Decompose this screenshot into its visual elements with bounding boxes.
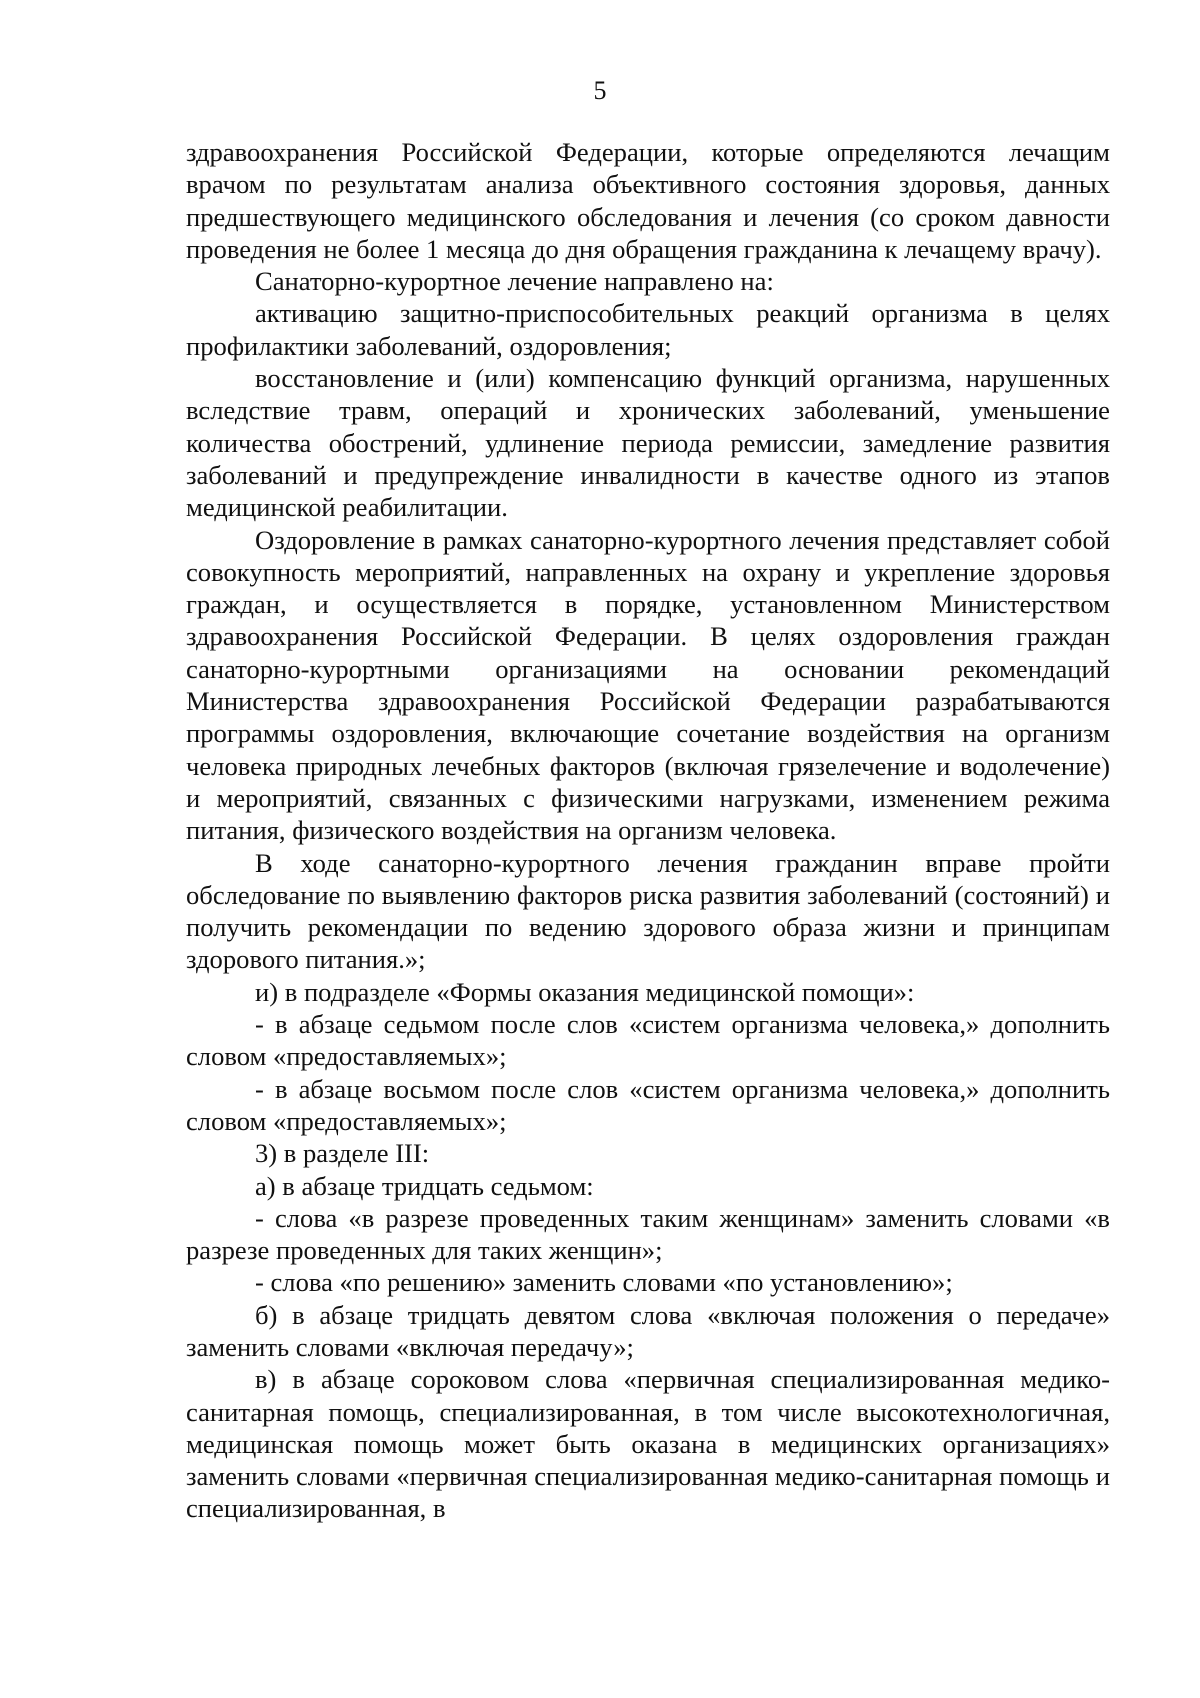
- paragraph-activation: активацию защитно-приспособительных реакций организма в целях профилактики заболеваний, оздоровления;: [186, 298, 1110, 361]
- document-body: [186, 136, 1110, 1525]
- paragraph-eighth-abzac: - в абзаце восьмом после слов «систем организма человека,» дополнить словом «предоставляемых»;: [186, 1073, 1110, 1136]
- paragraph-restoration: восстановление и (или) компенсацию функций организма, нарушенных вследствие травм, операций и хронических заболеваний, уменьшение количества обострений, удлинение периода ремиссии, замедление развития заболеваний и предупреждение инвалидности в качестве одного из этапов медицинской реабилитации.: [186, 363, 1110, 523]
- paragraph-examination: В ходе санаторно-курортного лечения гражданин вправе пройти обследование по выявлению факторов риска развития заболеваний (состояний) и получить рекомендации по ведению здорового образа жизни и принципам здорового питания.»;: [186, 847, 1110, 975]
- paragraph-section-three: 3) в разделе III:: [255, 1138, 430, 1169]
- paragraph-replace-decision: - слова «по решению» заменить словами «по установлению»;: [255, 1267, 953, 1298]
- paragraph-health-improvement: Оздоровление в рамках санаторно-курортного лечения представляет собой совокупность мероприятий, направленных на охрану и укрепление здоровья граждан, и осуществляется в порядке, установленном Министерством здравоохранения Российской Федерации. В целях оздоровления граждан санаторно-курортными организациями на основании рекомендаций Министерства здравоохранения Российской Федерации разрабатываются программы оздоровления, включающие сочетание воздействия на организм человека природных лечебных факторов (включая грязелечение и водолечение) и мероприятий, связанных с физическими нагрузками, изменением режима питания, физического воздействия на организм человека.: [186, 524, 1110, 846]
- paragraph-item-v: в) в абзаце сороковом слова «первичная специализированная медико-санитарная помощь, специализированная, в том числе высокотехнологичная, медицинская помощь может быть оказана в медицинских организациях» заменить словами «первичная специализированная медико-санитарная помощь и специализированная, в: [186, 1364, 1110, 1524]
- paragraph-item-b: б) в абзаце тридцать девятом слова «включая положения о передаче» заменить словами «включая передачу»;: [186, 1299, 1110, 1362]
- paragraph-seventh-abzac: - в абзаце седьмом после слов «систем организма человека,» дополнить словом «предоставляемых»;: [186, 1009, 1110, 1072]
- paragraph-item-a: а) в абзаце тридцать седьмом:: [255, 1170, 594, 1201]
- paragraph-continuation: здравоохранения Российской Федерации, которые определяются лечащим врачом по результатам анализа объективного состояния здоровья, данных предшествующего медицинского обследования и лечения (со сроком давности проведения не более 1 месяца до дня обращения гражданина к лечащему врачу).: [186, 137, 1110, 264]
- paragraph-replace-women: - слова «в разрезе проведенных таким женщинам» заменить словами «в разрезе проведенных для таких женщин»;: [186, 1202, 1110, 1266]
- page-number: 5: [593, 76, 607, 105]
- paragraph-sanatorium-intro: Санаторно-курортное лечение направлено на:: [255, 266, 774, 297]
- paragraph-item-i: и) в подразделе «Формы оказания медицинской помощи»:: [255, 976, 915, 1007]
